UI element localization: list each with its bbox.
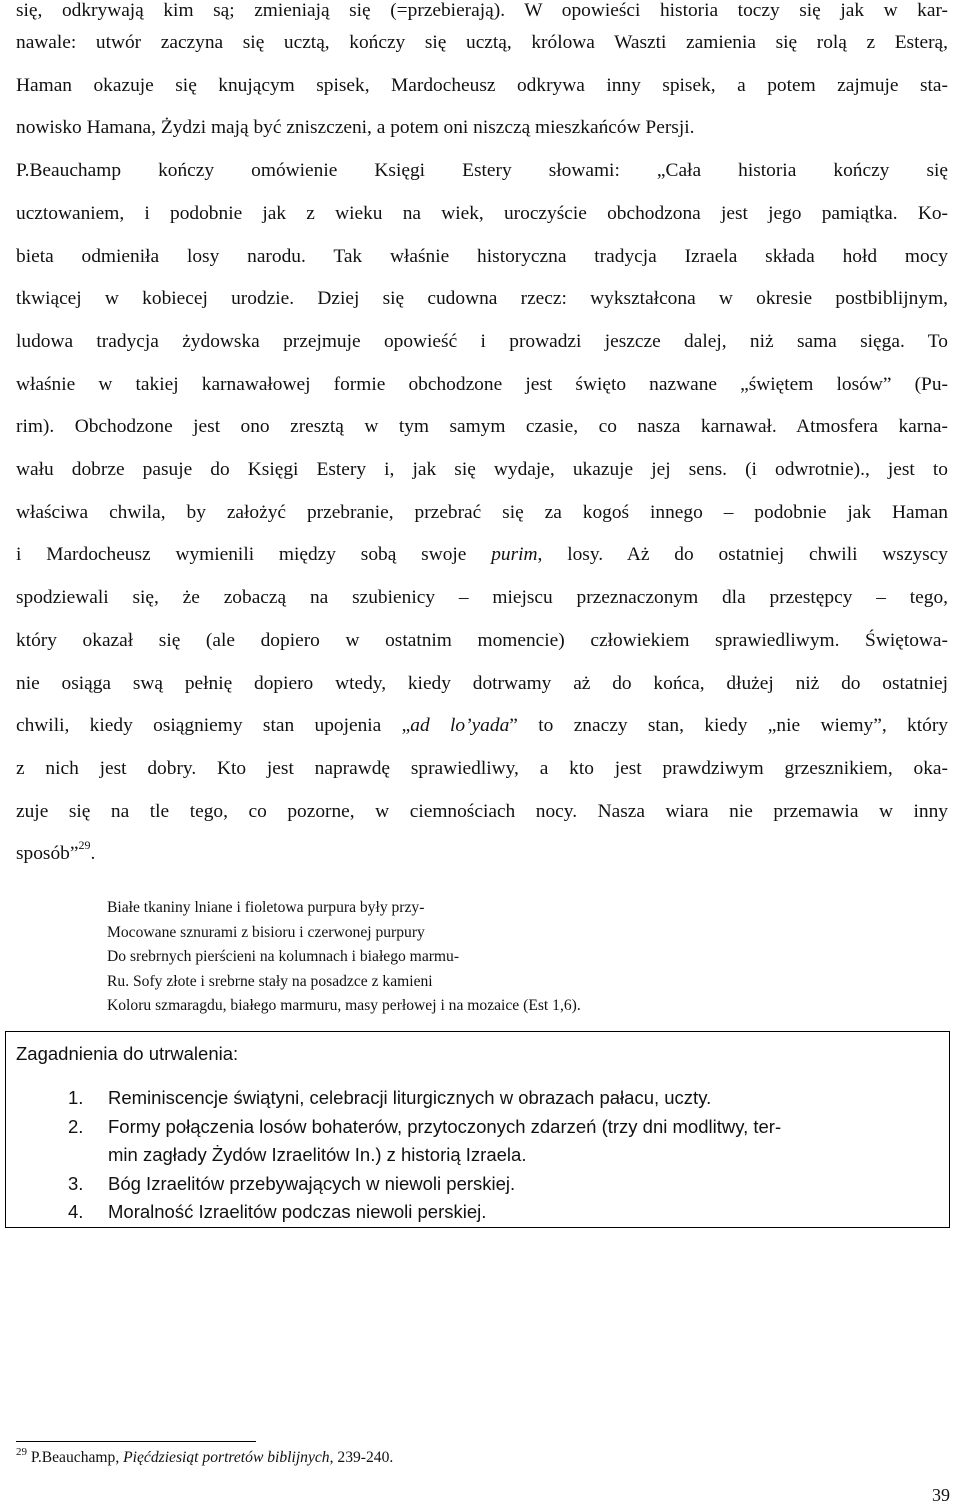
text-line: spodziewali się, że zobaczą na szubienicy – miejscu przeznaczonym dla przestępcy – tego,	[16, 587, 948, 609]
text-line: który okazał się (ale dopiero w ostatnim momencie) człowiekiem sprawiedliwym. Świętowa-	[16, 629, 948, 651]
quote-line: Do srebrnych pierścieni na kolumnach i białego marmu-	[107, 948, 460, 965]
text-line: nie osiąga swą pełnię dopiero wtedy, kiedy dotrwamy aż do końca, dłużej niż do ostatniej	[16, 672, 948, 694]
italic-term: purim	[491, 544, 538, 566]
text-line: sposób”$^{29}$.	[16, 838, 96, 865]
italic-term: ad lo’yada	[410, 715, 510, 737]
quote-line: Koloru szmaragdu, białego marmuru, masy perłowej i na mozaice (Est 1,6).	[107, 997, 581, 1014]
text-line: tkwiącej w kobiecej urodzie. Dziej się cudowna rzecz: wykształcona w okresie postbiblijnym,	[16, 288, 948, 310]
text-line: zuje się na tle tego, co pozorne, w ciemnościach nocy. Nasza wiara nie przemawia w inny	[16, 800, 948, 822]
footnote: $^{29}$ P.Beauchamp, Pięćdziesiąt portretów biblijnych, 239-240.	[16, 1446, 394, 1466]
text-line: ucztowaniem, i podobnie jak z wieku na wiek, uroczyście obchodzona jest jego pamiątka. Ko-	[16, 202, 948, 224]
list-item: 3. Bóg Izraelitów przebywających w niewoli perskiej.	[68, 1172, 516, 1194]
text-line: i Mardocheusz wymienili między sobą swoje purim, losy. Aż do ostatniej chwili wszyscy	[16, 544, 948, 566]
review-questions-box	[5, 1031, 950, 1228]
text-line: się, odkrywają kim są; zmieniają się (=przebierają). W opowieści historia toczy się jak w kar-	[16, 0, 948, 21]
text-line: ludowa tradycja żydowska przejmuje opowieść i prowadzi jeszcze dalej, niż sama sięga. To	[16, 330, 948, 352]
text-line: Haman okazuje się knującym spisek, Mardocheusz odkrywa inny spisek, a potem zajmuje sta-	[16, 74, 948, 96]
text-line: nawale: utwór zaczyna się ucztą, kończy się ucztą, królowa Waszti zamienia się rolą z Esterą,	[16, 32, 948, 53]
quote-line: Białe tkaniny lniane i fioletowa purpura były przy-	[107, 899, 425, 916]
bible-quote	[107, 896, 807, 1019]
text-line: nowisko Hamana, Żydzi mają być zniszczeni, a potem oni niszczą mieszkańców Persji.	[16, 117, 695, 139]
quote-line: Mocowane sznurami z bisioru i czerwonej purpury	[107, 923, 425, 941]
page-number: 39	[932, 1485, 950, 1505]
text-line: chwili, kiedy osiągniemy stan upojenia „ad lo’yada” to znaczy stan, kiedy „nie wiemy”, który	[16, 715, 948, 737]
list-item: 4. Moralność Izraelitów podczas niewoli perskiej.	[68, 1201, 487, 1222]
list-item: 2. Formy połączenia losów bohaterów, przytoczonych zdarzeń (trzy dni modlitwy, ter- min zagłady Żydów Izraelitów In.) z historią Izraela.	[68, 1115, 782, 1165]
text-line: właściwa chwila, by założyć przebranie, przebrać się za kogoś innego – podobnie jak Haman	[16, 501, 948, 523]
main-text	[16, 0, 948, 876]
text-line: rim). Obchodzone jest ono zresztą w tym samym czasie, co nasza karnawał. Atmosfera karna-	[16, 416, 948, 438]
text-line: bieta odmieniła losy narodu. Tak właśnie historyczna tradycja Izraela składa hołd mocy	[16, 245, 948, 267]
quote-line: Ru. Sofy złote i srebrne stały na posadzce z kamieni	[107, 972, 433, 990]
box-title: Zagadnienia do utrwalenia:	[16, 1043, 239, 1064]
question-list	[68, 1084, 948, 1227]
text-line: wału dobrze pasuje do Księgi Estery i, jak się wydaje, ukazuje jej sens. (i odwrotnie)., jest to	[16, 459, 948, 481]
footnote-number: 29	[16, 1446, 27, 1458]
list-item: 1. Reminiscencje świątyni, celebracji liturgicznych w obrazach pałacu, uczty.	[68, 1087, 712, 1108]
text-line: P.Beauchamp kończy omówienie Księgi Estery słowami: „Cała historia kończy się	[16, 160, 948, 182]
text-line: właśnie w takiej karnawałowej formie obchodzone jest święto nazwane „świętem losów” (Pu-	[16, 373, 948, 395]
footnote-title: Pięćdziesiąt portretów biblijnych	[123, 1449, 330, 1466]
footnote-divider	[16, 1441, 256, 1442]
text-line: z nich jest dobry. Kto jest naprawdę sprawiedliwy, a kto jest prawdziwym grzesznikiem, oka-	[16, 757, 948, 779]
footnote-ref[interactable]: 29	[78, 838, 91, 853]
